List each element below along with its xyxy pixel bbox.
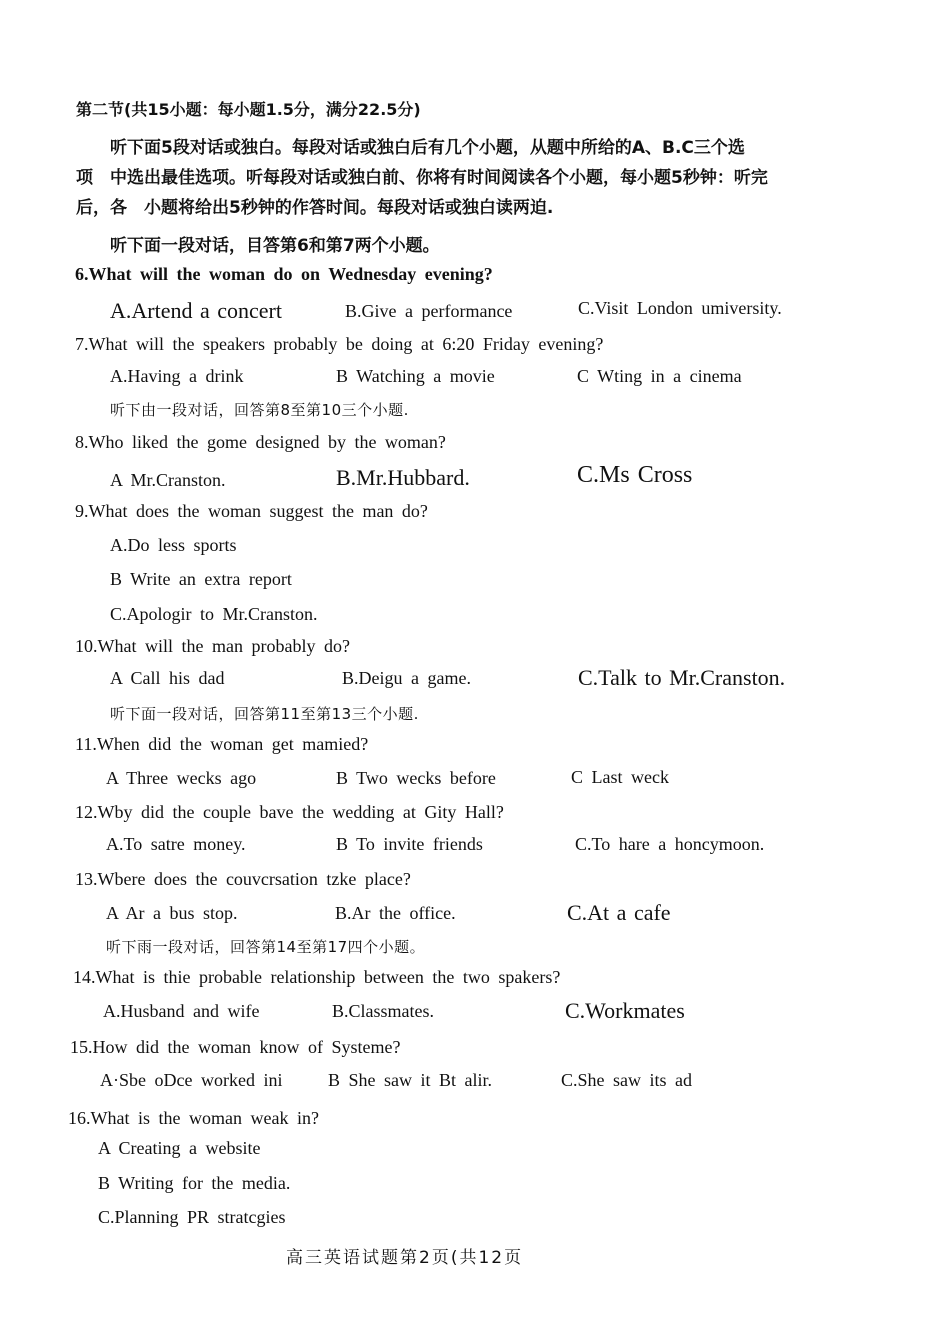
question-9: 9.What does the woman suggest the man do? — [75, 501, 428, 521]
intro-line-1: 听下面5段对话或独白。每段对话或独白后有几个小题，从题中所给的A、B.C三个选 — [110, 138, 745, 158]
question-8: 8.Who liked the gome designed by the woman? — [75, 432, 446, 452]
question-16: 16.What is the woman weak in? — [68, 1108, 319, 1128]
question-7: 7.What will the speakers probably be doing at 6:20 Friday evening? — [75, 334, 604, 354]
q6-option-c: C.Visit London umiversity. — [578, 298, 782, 318]
page-footer: 高三英语试题第2页(共12页 — [286, 1248, 524, 1268]
question-10: 10.What will the man probably do? — [75, 636, 350, 656]
q14-option-a: A.Husband and wife — [103, 1001, 260, 1021]
question-13: 13.Wbere does the couvcrsation tzke place? — [75, 869, 411, 889]
q12-option-a: A.To satre money. — [106, 834, 246, 854]
intro-line-3: 后，各 小题将给出5秒钟的作答时间。每段对话或独白读两迫. — [76, 198, 554, 218]
instruction-14-17: 听下雨一段对话，回答第14至第17四个小题。 — [106, 938, 426, 956]
q15-option-b: B She saw it Bt alir. — [328, 1070, 492, 1090]
question-14: 14.What is thie probable relationship between the two spakers? — [73, 967, 561, 987]
q14-option-b: B.Classmates. — [332, 1001, 434, 1021]
q16-option-a: A Creating a website — [98, 1138, 261, 1158]
q12-option-c: C.To hare a honcymoon. — [575, 834, 765, 854]
question-6: 6.What will the woman do on Wednesday evening? — [75, 264, 493, 284]
q15-option-a: A·Sbe oDce worked ini — [100, 1070, 283, 1090]
q6-option-a: A.Artend a concert — [110, 298, 282, 323]
instruction-8-10: 听下由一段对话，回答第8至第10三个小题. — [110, 401, 409, 419]
instruction-11-13: 听下面一段对话，回答第11至第13三个小题. — [110, 705, 419, 723]
q6-option-b: B.Give a performance — [345, 301, 513, 321]
q8-option-c: C.Ms Cross — [577, 462, 693, 488]
q9-option-a: A.Do less sports — [110, 535, 237, 555]
q13-option-a: A Ar a bus stop. — [106, 903, 238, 923]
q12-option-b: B To invite friends — [336, 834, 483, 854]
q16-option-c: C.Planning PR stratcgies — [98, 1207, 286, 1227]
q8-option-a: A Mr.Cranston. — [110, 470, 226, 490]
question-15: 15.How did the woman know of Systeme? — [70, 1037, 401, 1057]
q9-option-b: B Write an extra report — [110, 569, 292, 589]
q7-option-a: A.Having a drink — [110, 366, 244, 386]
q7-option-b: B Watching a movie — [336, 366, 495, 386]
question-12: 12.Wby did the couple bave the wedding at Gity Hall? — [75, 802, 504, 822]
q8-option-b: B.Mr.Hubbard. — [336, 465, 470, 490]
q7-option-c: C Wting in a cinema — [577, 366, 742, 386]
section-header: 第二节(共15小题：每小题1.5分，满分22.5分) — [76, 100, 421, 119]
q11-option-a: A Three wecks ago — [106, 768, 257, 788]
q14-option-c: C.Workmates — [565, 998, 685, 1023]
q13-option-c: C.At a cafe — [567, 900, 671, 925]
q10-option-a: A Call his dad — [110, 668, 225, 688]
q11-option-b: B Two wecks before — [336, 768, 496, 788]
question-11: 11.When did the woman get mamied? — [75, 734, 369, 754]
q11-option-c: C Last weck — [571, 767, 669, 787]
q16-option-b: B Writing for the media. — [98, 1173, 291, 1193]
instruction-6-7: 听下面一段对话，目答第6和第7两个小题。 — [110, 236, 440, 256]
q9-option-c: C.Apologir to Mr.Cranston. — [110, 604, 318, 624]
intro-line-2: 项 中选出最佳选项。听每段对话或独白前、你将有时间阅读各个小题，每小题5秒钟：听完 — [76, 168, 768, 188]
q13-option-b: B.Ar the office. — [335, 903, 456, 923]
q10-option-b: B.Deigu a game. — [342, 668, 471, 688]
q10-option-c: C.Talk to Mr.Cranston. — [578, 665, 786, 690]
q15-option-c: C.She saw its ad — [561, 1070, 692, 1090]
